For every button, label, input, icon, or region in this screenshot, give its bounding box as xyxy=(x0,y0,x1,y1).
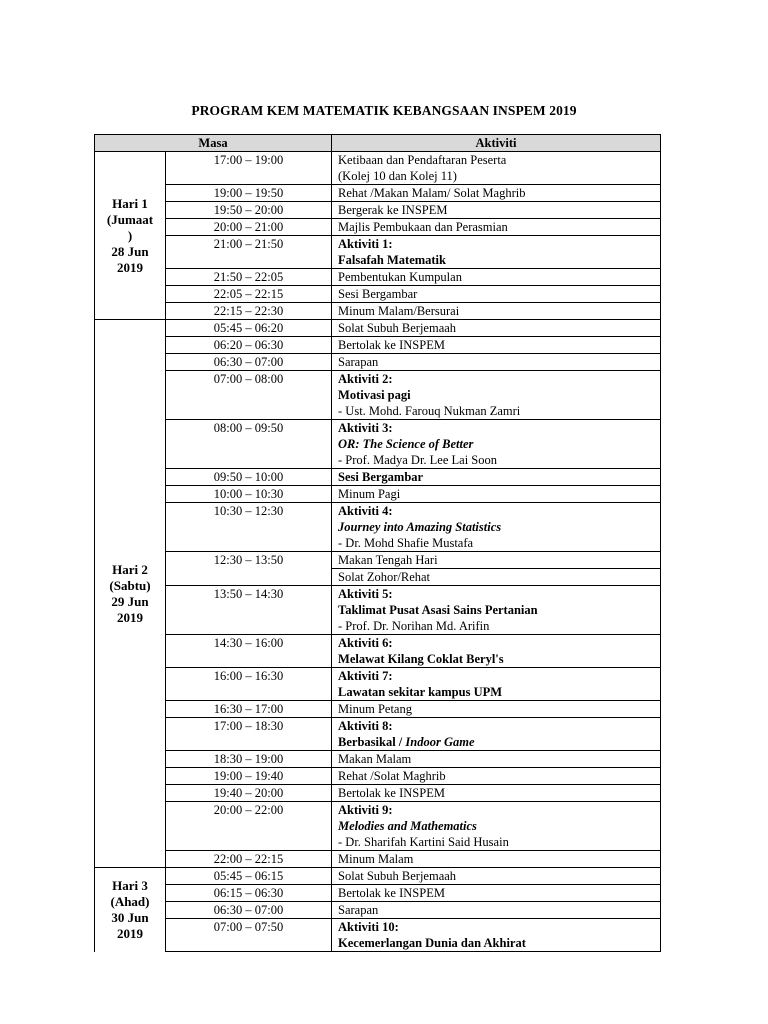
activity-text: Aktiviti 2: xyxy=(338,372,393,386)
activity-line xyxy=(338,635,654,651)
activity-line xyxy=(338,337,654,353)
day-label-line: Hari 1 xyxy=(112,195,148,211)
activity-cell xyxy=(332,185,661,202)
table-header-row xyxy=(95,135,661,152)
activity-line xyxy=(338,202,654,218)
time-cell: 06:30 – 07:00 xyxy=(166,902,332,919)
activity-line xyxy=(338,885,654,901)
activity-cell xyxy=(332,152,661,185)
table-row xyxy=(95,552,661,569)
activity-text: Makan Tengah Hari xyxy=(338,553,438,567)
activity-line xyxy=(338,651,654,667)
day-label-line: 2019 xyxy=(117,259,143,275)
activity-line xyxy=(338,168,654,184)
time-cell: 17:00 – 18:30 xyxy=(166,718,332,751)
table-row xyxy=(95,219,661,236)
activity-line xyxy=(338,185,654,201)
activity-text: Rehat /Solat Maghrib xyxy=(338,769,446,783)
time-cell: 22:00 – 22:15 xyxy=(166,851,332,868)
activity-line xyxy=(338,403,654,419)
activity-text: OR: The Science of Better xyxy=(338,437,474,451)
day-label-line: 28 Jun xyxy=(111,243,149,259)
time-cell: 17:00 – 19:00 xyxy=(166,152,332,185)
activity-line xyxy=(338,269,654,285)
activity-cell xyxy=(332,320,661,337)
time-cell: 16:30 – 17:00 xyxy=(166,701,332,718)
activity-line xyxy=(338,569,654,585)
activity-text: Majlis Pembukaan dan Perasmian xyxy=(338,220,508,234)
table-row xyxy=(95,152,661,185)
day-label-line: (Jumaat xyxy=(106,211,154,227)
activity-line xyxy=(338,320,654,336)
activity-text: Melawat Kilang Coklat Beryl's xyxy=(338,652,504,666)
activity-text: Sarapan xyxy=(338,355,379,369)
day-label-line: 2019 xyxy=(117,925,143,941)
activity-line xyxy=(338,236,654,252)
activity-text: Makan Malam xyxy=(338,752,412,766)
time-cell: 06:15 – 06:30 xyxy=(166,885,332,902)
activity-line xyxy=(338,751,654,767)
activity-cell xyxy=(332,718,661,751)
activity-text: Solat Subuh Berjemaah xyxy=(338,321,457,335)
activity-text: Bertolak ke INSPEM xyxy=(338,886,445,900)
time-cell: 09:50 – 10:00 xyxy=(166,469,332,486)
time-cell: 19:40 – 20:00 xyxy=(166,785,332,802)
activity-cell xyxy=(332,269,661,286)
table-row xyxy=(95,303,661,320)
activity-text: Aktiviti 5: xyxy=(338,587,393,601)
activity-line xyxy=(338,303,654,319)
day-label-line: (Ahad) xyxy=(110,893,150,909)
table-row xyxy=(95,286,661,303)
activity-text: Sesi Bergambar xyxy=(338,470,424,484)
time-cell: 08:00 – 09:50 xyxy=(166,420,332,469)
table-row xyxy=(95,236,661,269)
activity-cell xyxy=(332,919,661,952)
activity-cell xyxy=(332,751,661,768)
activity-text: Rehat /Makan Malam/ Solat Maghrib xyxy=(338,186,526,200)
activity-text: Ketibaan dan Pendaftaran Peserta xyxy=(338,153,507,167)
day-label-line: 29 Jun xyxy=(111,593,149,609)
activity-line xyxy=(338,802,654,818)
document-title: PROGRAM KEM MATEMATIK KEBANGSAAN INSPEM 2019 xyxy=(191,103,577,118)
activity-text: Lawatan sekitar kampus UPM xyxy=(338,685,503,699)
activity-text: Melodies and Mathematics xyxy=(338,819,477,833)
activity-text: Minum Malam/Bersurai xyxy=(338,304,460,318)
time-cell: 21:00 – 21:50 xyxy=(166,236,332,269)
activity-cell xyxy=(332,635,661,668)
time-cell: 19:00 – 19:50 xyxy=(166,185,332,202)
table-row xyxy=(95,269,661,286)
activity-text: Bertolak ke INSPEM xyxy=(338,786,445,800)
activity-line xyxy=(338,734,654,750)
activity-cell xyxy=(332,219,661,236)
day-label-line: ) xyxy=(127,227,133,243)
table-row xyxy=(95,802,661,851)
activity-cell xyxy=(332,236,661,269)
activity-cell xyxy=(332,768,661,785)
day-label xyxy=(95,868,166,952)
activity-line xyxy=(338,420,654,436)
activity-cell xyxy=(332,552,661,569)
time-cell: 07:00 – 08:00 xyxy=(166,371,332,420)
activity-text: Aktiviti 7: xyxy=(338,669,393,683)
table-row xyxy=(95,768,661,785)
table-row xyxy=(95,469,661,486)
activity-text: Berbasikal / xyxy=(338,735,406,749)
time-cell: 19:00 – 19:40 xyxy=(166,768,332,785)
activity-text: - Ust. Mohd. Farouq Nukman Zamri xyxy=(338,404,521,418)
activity-line xyxy=(338,519,654,535)
activity-cell xyxy=(332,202,661,219)
activity-text: Aktiviti 10: xyxy=(338,920,399,934)
table-row xyxy=(95,751,661,768)
activity-cell xyxy=(332,885,661,902)
activity-text: - Dr. Mohd Shafie Mustafa xyxy=(338,536,474,550)
activity-text: Solat Subuh Berjemaah xyxy=(338,869,457,883)
time-cell: 10:00 – 10:30 xyxy=(166,486,332,503)
time-cell: 06:30 – 07:00 xyxy=(166,354,332,371)
header-aktiviti: Aktiviti xyxy=(332,135,661,152)
activity-cell xyxy=(332,851,661,868)
table-row xyxy=(95,785,661,802)
activity-text: Minum Petang xyxy=(338,702,412,716)
activity-text: Solat Zohor/Rehat xyxy=(338,570,431,584)
activity-cell xyxy=(332,337,661,354)
time-cell: 06:20 – 06:30 xyxy=(166,337,332,354)
table-row xyxy=(95,371,661,420)
activity-line xyxy=(338,452,654,468)
activity-cell xyxy=(332,469,661,486)
table-row xyxy=(95,851,661,868)
time-cell: 12:30 – 13:50 xyxy=(166,552,332,586)
activity-line xyxy=(338,834,654,850)
activity-line xyxy=(338,535,654,551)
activity-text: Journey into Amazing Statistics xyxy=(338,520,502,534)
activity-line xyxy=(338,818,654,834)
activity-cell xyxy=(332,701,661,718)
activity-text: - Prof. Madya Dr. Lee Lai Soon xyxy=(338,453,498,467)
activity-cell xyxy=(332,868,661,885)
table-row xyxy=(95,486,661,503)
day-label-line: 2019 xyxy=(117,609,143,625)
table-row xyxy=(95,635,661,668)
activity-line xyxy=(338,219,654,235)
table-row xyxy=(95,337,661,354)
time-cell: 20:00 – 21:00 xyxy=(166,219,332,236)
day-label xyxy=(95,152,166,320)
time-cell: 19:50 – 20:00 xyxy=(166,202,332,219)
activity-line xyxy=(338,436,654,452)
activity-line xyxy=(338,768,654,784)
time-cell: 10:30 – 12:30 xyxy=(166,503,332,552)
time-cell: 16:00 – 16:30 xyxy=(166,668,332,701)
activity-line xyxy=(338,618,654,634)
time-cell: 22:05 – 22:15 xyxy=(166,286,332,303)
activity-text: Motivasi pagi xyxy=(338,388,411,402)
activity-line xyxy=(338,701,654,717)
day-label-line: (Sabtu) xyxy=(109,577,151,593)
activity-line xyxy=(338,586,654,602)
activity-line xyxy=(338,152,654,168)
activity-line xyxy=(338,668,654,684)
activity-text: Pembentukan Kumpulan xyxy=(338,270,462,284)
schedule-table xyxy=(94,134,661,952)
activity-text: Minum Malam xyxy=(338,852,414,866)
table-row xyxy=(95,185,661,202)
time-cell: 05:45 – 06:20 xyxy=(166,320,332,337)
activity-text: - Dr. Sharifah Kartini Said Husain xyxy=(338,835,509,849)
table-row xyxy=(95,919,661,952)
activity-line xyxy=(338,919,654,935)
table-row xyxy=(95,420,661,469)
activity-line xyxy=(338,851,654,867)
activity-text: Bergerak ke INSPEM xyxy=(338,203,448,217)
activity-line xyxy=(338,785,654,801)
activity-cell xyxy=(332,586,661,635)
activity-cell xyxy=(332,902,661,919)
activity-cell xyxy=(332,486,661,503)
activity-line xyxy=(338,684,654,700)
table-row xyxy=(95,668,661,701)
activity-line xyxy=(338,602,654,618)
activity-line xyxy=(338,902,654,918)
activity-cell xyxy=(332,503,661,552)
table-row xyxy=(95,718,661,751)
activity-text: Bertolak ke INSPEM xyxy=(338,338,445,352)
activity-line xyxy=(338,354,654,370)
activity-text: Aktiviti 9: xyxy=(338,803,393,817)
schedule-body xyxy=(95,152,661,952)
activity-line xyxy=(338,486,654,502)
table-row xyxy=(95,503,661,552)
activity-cell xyxy=(332,785,661,802)
activity-text: Taklimat Pusat Asasi Sains Pertanian xyxy=(338,603,538,617)
activity-line xyxy=(338,503,654,519)
table-row xyxy=(95,320,661,337)
time-cell: 22:15 – 22:30 xyxy=(166,303,332,320)
day-label-line: Hari 2 xyxy=(112,561,148,577)
table-row xyxy=(95,701,661,718)
table-row xyxy=(95,354,661,371)
day-label-line: 30 Jun xyxy=(111,909,149,925)
time-cell: 13:50 – 14:30 xyxy=(166,586,332,635)
table-row xyxy=(95,902,661,919)
activity-text: Sarapan xyxy=(338,903,379,917)
time-cell: 07:00 – 07:50 xyxy=(166,919,332,952)
activity-cell xyxy=(332,286,661,303)
activity-cell xyxy=(332,303,661,320)
activity-text: Aktiviti 1: xyxy=(338,237,393,251)
time-cell: 20:00 – 22:00 xyxy=(166,802,332,851)
time-cell: 14:30 – 16:00 xyxy=(166,635,332,668)
activity-text: Kecemerlangan Dunia dan Akhirat xyxy=(338,936,526,950)
table-row xyxy=(95,586,661,635)
activity-text: Aktiviti 6: xyxy=(338,636,393,650)
activity-line xyxy=(338,868,654,884)
activity-line xyxy=(338,387,654,403)
activity-cell xyxy=(332,354,661,371)
header-masa: Masa xyxy=(95,135,332,152)
table-row xyxy=(95,868,661,885)
activity-text: Aktiviti 4: xyxy=(338,504,393,518)
activity-cell xyxy=(332,668,661,701)
activity-text: Falsafah Matematik xyxy=(338,253,446,267)
day-label xyxy=(95,320,166,868)
activity-text: Minum Pagi xyxy=(338,487,401,501)
activity-line xyxy=(338,469,654,485)
activity-text: Aktiviti 3: xyxy=(338,421,393,435)
activity-text: - Prof. Dr. Norihan Md. Arifin xyxy=(338,619,490,633)
table-row xyxy=(95,202,661,219)
activity-line xyxy=(338,286,654,302)
time-cell: 21:50 – 22:05 xyxy=(166,269,332,286)
day-label-line: Hari 3 xyxy=(112,877,148,893)
activity-cell xyxy=(332,420,661,469)
activity-line xyxy=(338,371,654,387)
activity-cell xyxy=(332,569,661,586)
activity-line xyxy=(338,252,654,268)
activity-text: Sesi Bergambar xyxy=(338,287,418,301)
table-row xyxy=(95,885,661,902)
activity-cell xyxy=(332,802,661,851)
activity-text-italic: Indoor Game xyxy=(405,735,475,749)
activity-text: (Kolej 10 dan Kolej 11) xyxy=(338,169,457,183)
activity-cell xyxy=(332,371,661,420)
time-cell: 18:30 – 19:00 xyxy=(166,751,332,768)
activity-line xyxy=(338,552,654,568)
time-cell: 05:45 – 06:15 xyxy=(166,868,332,885)
activity-line xyxy=(338,935,654,951)
activity-line xyxy=(338,718,654,734)
activity-text: Aktiviti 8: xyxy=(338,719,393,733)
